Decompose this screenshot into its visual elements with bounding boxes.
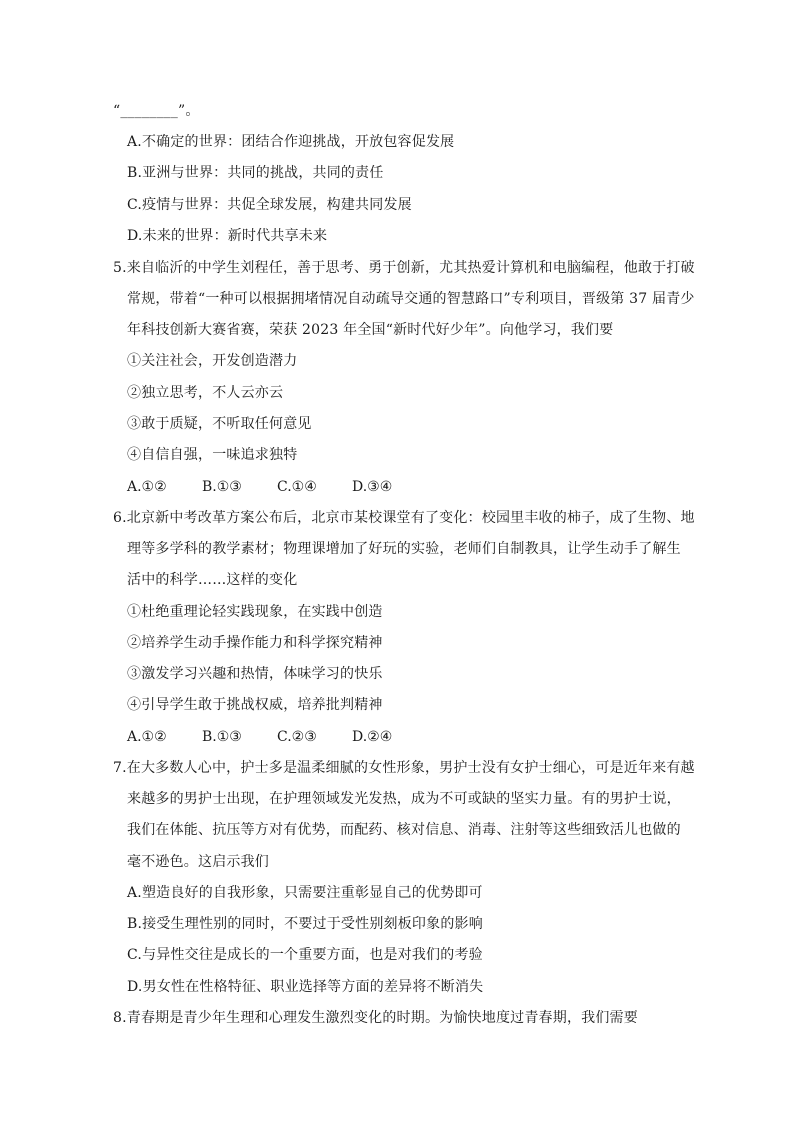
q6-stem-line-1: 6.北京新中考改革方案公布后，北京市某校课堂有了变化：校园里丰收的柿子，成了生物、地 — [113, 510, 695, 526]
q7-stem-line-2: 来越多的男护士出现，在护理领域发光发热，成为不可或缺的坚实力量。有的男护士说， — [127, 791, 681, 807]
q4-option-a: A.不确定的世界：团结合作迎挑战，开放包容促发展 — [127, 134, 455, 150]
q5-statement-2: ②独立思考，不人云亦云 — [127, 385, 284, 401]
q7-stem-line-1: 7.在大多数人心中，护士多是温柔细腻的女性形象，男护士没有女护士细心，可是近年来有越 — [113, 760, 695, 776]
q5-choices — [127, 477, 427, 497]
q7-option-c: C.与异性交往是成长的一个重要方面，也是对我们的考验 — [127, 947, 483, 963]
q5-stem-line-3: 年科技创新大赛省赛，荣获 2023 年全国“新时代好少年”。向他学习，我们要 — [127, 322, 614, 338]
q6-choice-a: A.①② — [127, 729, 167, 745]
q6-statement-2: ②培养学生动手操作能力和科学探究精神 — [127, 635, 383, 651]
q5-choice-a: A.①② — [127, 479, 167, 495]
q5-statement-1: ①关注社会，开发创造潜力 — [127, 353, 298, 369]
q4-option-c: C.疫情与世界：共促全球发展，构建共同发展 — [127, 197, 412, 213]
q7-option-b: B.接受生理性别的同时，不要过于受性别刻板印象的影响 — [127, 916, 483, 932]
q5-statement-4: ④自信自强，一味追求独特 — [127, 447, 298, 463]
q6-stem-line-3: 活中的科学……这样的变化 — [127, 572, 298, 588]
q4-option-b: B.亚洲与世界：共同的挑战，共同的责任 — [127, 165, 384, 181]
q5-choice-b: B.①③ — [202, 479, 242, 495]
q6-choice-c: C.②③ — [277, 729, 317, 745]
q7-option-d: D.男女性在性格特征、职业选择等方面的差异将不断消失 — [127, 979, 484, 995]
q6-statement-4: ④引导学生敢于挑战权威，培养批判精神 — [127, 697, 383, 713]
q6-statement-1: ①杜绝重理论轻实践现象，在实践中创造 — [127, 604, 383, 620]
q4-tail: “________”。 — [113, 103, 200, 119]
q7-stem-line-4: 毫不逊色。这启示我们 — [127, 854, 269, 870]
q5-choice-d: D.③④ — [352, 479, 393, 495]
q4-option-d: D.未来的世界：新时代共享未来 — [127, 228, 328, 244]
q6-choice-d: D.②④ — [352, 729, 393, 745]
q6-stem-line-2: 理等多学科的教学素材；物理课增加了好玩的实验，老师们自制教具，让学生动手了解生 — [127, 541, 681, 557]
q5-statement-3: ③敢于质疑，不听取任何意见 — [127, 416, 312, 432]
q6-choices — [127, 727, 427, 747]
q5-stem-line-1: 5.来自临沂的中学生刘程任，善于思考、勇于创新，尤其热爱计算机和电脑编程，他敢于打破 — [113, 260, 695, 276]
q7-option-a: A.塑造良好的自我形象，只需要注重彰显自己的优势即可 — [127, 885, 483, 901]
q5-stem-line-2: 常规，带着“一种可以根据拥堵情况自动疏导交通的智慧路口”专利项目，晋级第 37 届青少 — [127, 291, 695, 307]
q8-stem-line-1: 8.青春期是青少年生理和心理发生激烈变化的时期。为愉快地度过青春期，我们需要 — [113, 1010, 638, 1026]
q6-statement-3: ③激发学习兴趣和热情，体味学习的快乐 — [127, 666, 383, 682]
q7-stem-line-3: 我们在体能、抗压等方对有优势，而配药、核对信息、消毒、注射等这些细致活儿也做的 — [127, 822, 681, 838]
q6-choice-b: B.①③ — [202, 729, 242, 745]
q5-choice-c: C.①④ — [277, 479, 317, 495]
